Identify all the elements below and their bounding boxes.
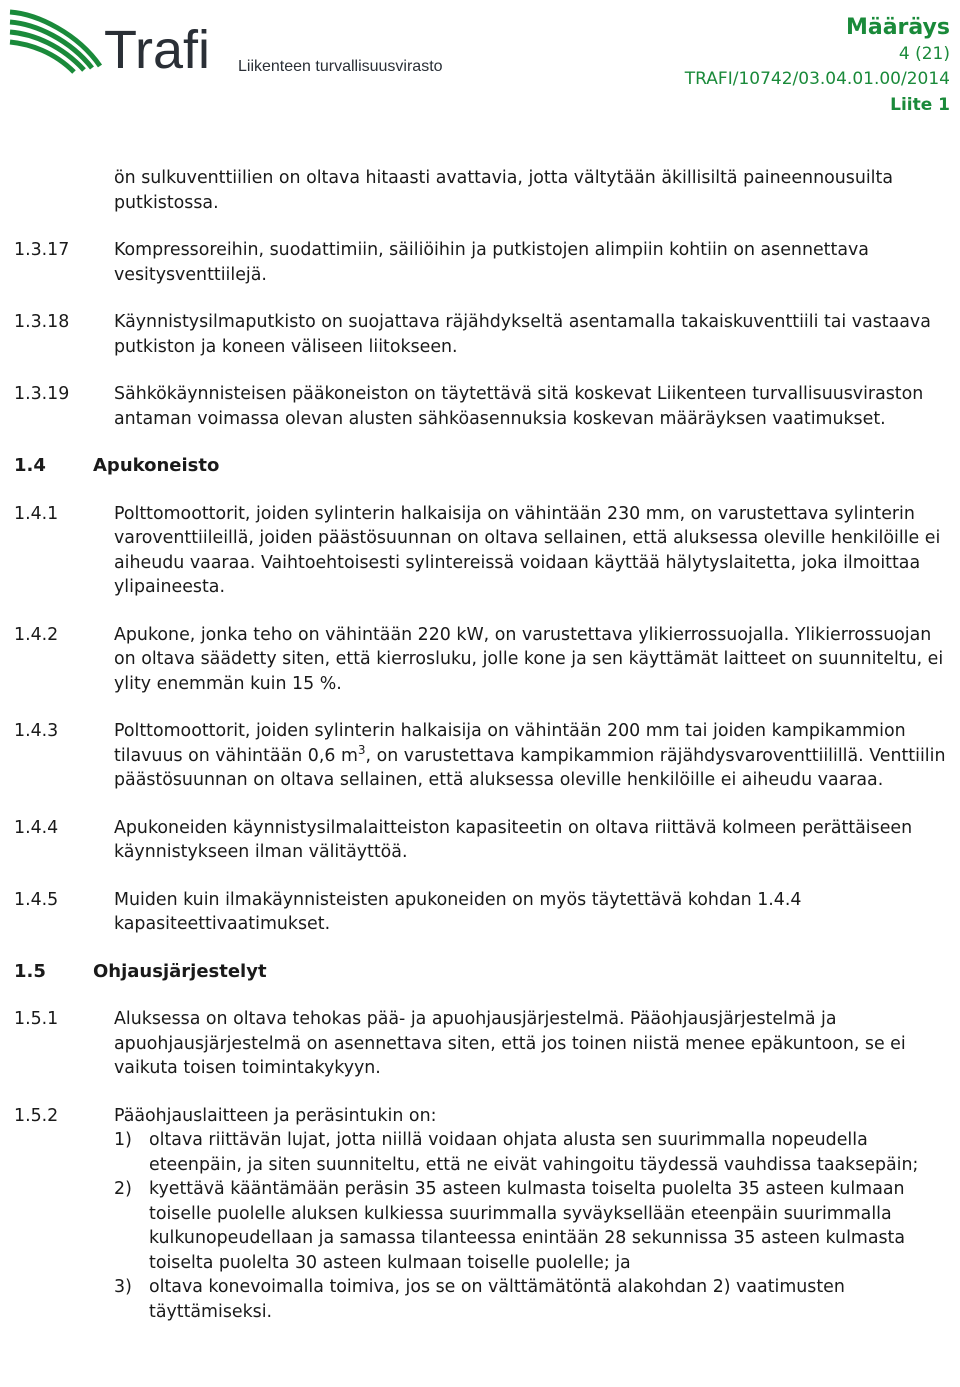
- section-text: Kompressoreihin, suodattimiin, säiliöihin ja putkistojen alimpiin kohtiin on asennettava vesitysventtiilejä.: [114, 240, 869, 285]
- document-number: TRAFI/10742/03.04.01.00/2014: [684, 69, 950, 89]
- heading-title: Ohjausjärjestelyt: [93, 960, 267, 982]
- section-text: Apukone, jonka teho on vähintään 220 kW, on varustettava ylikierrossuojalla. Ylikierrossuojan on oltava säädetty siten, että kierrosluku, jolle kone ja sen käyttämät laitteet on suunniteltu, ei ylity enemmän kuin 15 %.: [114, 624, 944, 694]
- section-item: [14, 1104, 946, 1325]
- section-number: 1.3.19: [14, 384, 70, 404]
- list-text: kyettävä kääntämään peräsin 35 asteen kulmasta toiselta puolelta 35 asteen kulmaan toiselle puolelle aluksen kulkiessa suurimmalla syväyksellään eteenpäin suurimmalla kulkunopeudellaan ja samassa tilanteessa enintään 28 sekunnissa 35 asteen kulmasta toiselta puolelta 30 asteen kulmaan toiselle puolelle; ja: [149, 1179, 906, 1273]
- section-heading: [14, 960, 946, 985]
- section-item: [14, 382, 946, 431]
- page-header: [0, 0, 960, 115]
- page-number: 4 (21): [898, 44, 950, 64]
- logo-wordmark: Trafi: [104, 20, 210, 80]
- section-item: [14, 502, 946, 600]
- section-number: 1.4.4: [14, 817, 59, 838]
- list-number: 3): [114, 1277, 132, 1297]
- section-number: 1.3.17: [14, 240, 70, 260]
- heading-number: 1.4: [14, 455, 46, 476]
- section-item: [14, 1007, 946, 1081]
- section-number: 1.4.3: [14, 721, 59, 741]
- header-meta: [685, 14, 950, 118]
- list-item: [114, 1128, 946, 1177]
- section-item: [14, 816, 946, 865]
- text-part: , on varustettava kampikammion räjähdysvaroventtiilillä. Venttiilin päästösuunnan on oltava sellainen, että aluksessa oleville henkilöille ei aiheudu vaaraa.: [114, 745, 946, 790]
- attachment-label: Liite 1: [890, 95, 950, 115]
- section-number: 1.4.2: [14, 624, 59, 645]
- section-text: Polttomoottorit, joiden sylinterin halkaisija on vähintään 230 mm, on varustettava sylinterin varoventtiileillä, joiden päästösuunnan on oltava sellainen, että aluksessa oleville henkilöille ei aiheudu vaaraa. Vaihtoehtoisesti sylintereissä voidaan käyttää hälytyslaitetta, joka ilmoittaa ylipaineesta.: [114, 503, 941, 597]
- section-text: [114, 1104, 946, 1325]
- text-part: Polttomoottorit, joiden sylinterin halkaisija on vähintään 200 mm tai joiden kampikammion tilavuus on vähintään 0,6 m: [114, 721, 906, 766]
- continuation-paragraph: ön sulkuventtiilien on oltava hitaasti avattavia, jotta vältytään äkillisiltä paineennousuilta putkistossa.: [114, 168, 893, 213]
- section-text: Aluksessa on oltava tehokas pää- ja apuohjausjärjestelmä. Pääohjausjärjestelmä ja apuohjausjärjestelmä on asennettava siten, että jos toinen niistä menee epäkuntoon, se ei vaikuta toisen toimintakykyyn.: [114, 1009, 906, 1078]
- numbered-list: [114, 1128, 946, 1324]
- heading-title: Apukoneisto: [93, 455, 220, 476]
- superscript: 3: [357, 742, 366, 757]
- section-item: [14, 623, 946, 697]
- section-text: Muiden kuin ilmakäynnisteisten apukoneiden on myös täytettävä kohdan 1.4.4 kapasiteettivaatimukset.: [114, 889, 802, 934]
- list-number: 1): [114, 1130, 132, 1150]
- list-intro: Pääohjauslaitteen ja peräsintukin on:: [114, 1105, 437, 1126]
- section-heading: [14, 454, 946, 479]
- list-text: oltava riittävän lujat, jotta niillä voidaan ohjata alusta sen suurimmalla nopeudella eteenpäin, ja siten suunniteltu, että ne eivät vahingoitu täydessä vauhdissa taaksepäin;: [149, 1130, 919, 1175]
- section-text: Apukoneiden käynnistysilmalaitteiston kapasiteetin on oltava riittävä kolmeen perättäiseen käynnistykseen ilman välitäyttöä.: [114, 817, 913, 862]
- section-item: [14, 719, 946, 793]
- list-item: [114, 1275, 946, 1324]
- document-body: [14, 166, 946, 1347]
- section-text: Sähkökäynnisteisen pääkoneiston on täytettävä sitä koskevat Liikenteen turvallisuusviraston antaman voimassa olevan alusten sähköasennuksia koskevan määräyksen vaatimukset.: [114, 384, 924, 429]
- section-number: 1.5.2: [14, 1105, 59, 1126]
- logo-subtitle: Liikenteen turvallisuusvirasto: [238, 58, 443, 75]
- section-item: [14, 310, 946, 359]
- section-number: 1.4.1: [14, 503, 59, 524]
- heading-number: 1.5: [14, 960, 46, 982]
- list-item: [114, 1177, 946, 1275]
- list-text: oltava konevoimalla toimiva, jos se on välttämätöntä alakohdan 2) vaatimusten täyttämiseksi.: [149, 1277, 845, 1322]
- section-item: [14, 888, 946, 937]
- section-number: 1.5.1: [14, 1009, 59, 1029]
- trafi-logo: [8, 4, 448, 84]
- list-number: 2): [114, 1179, 132, 1199]
- section-number: 1.4.5: [14, 889, 59, 910]
- section-number: 1.3.18: [14, 312, 70, 332]
- section-text: Käynnistysilmaputkisto on suojattava räjähdykseltä asentamalla takaiskuventtiili tai vastaava putkiston ja koneen väliseen liitokseen.: [114, 312, 931, 357]
- doc-type: Määräys: [845, 15, 950, 40]
- trafi-logo-mark: [8, 4, 448, 84]
- section-text: [114, 719, 946, 793]
- section-item: [14, 238, 946, 287]
